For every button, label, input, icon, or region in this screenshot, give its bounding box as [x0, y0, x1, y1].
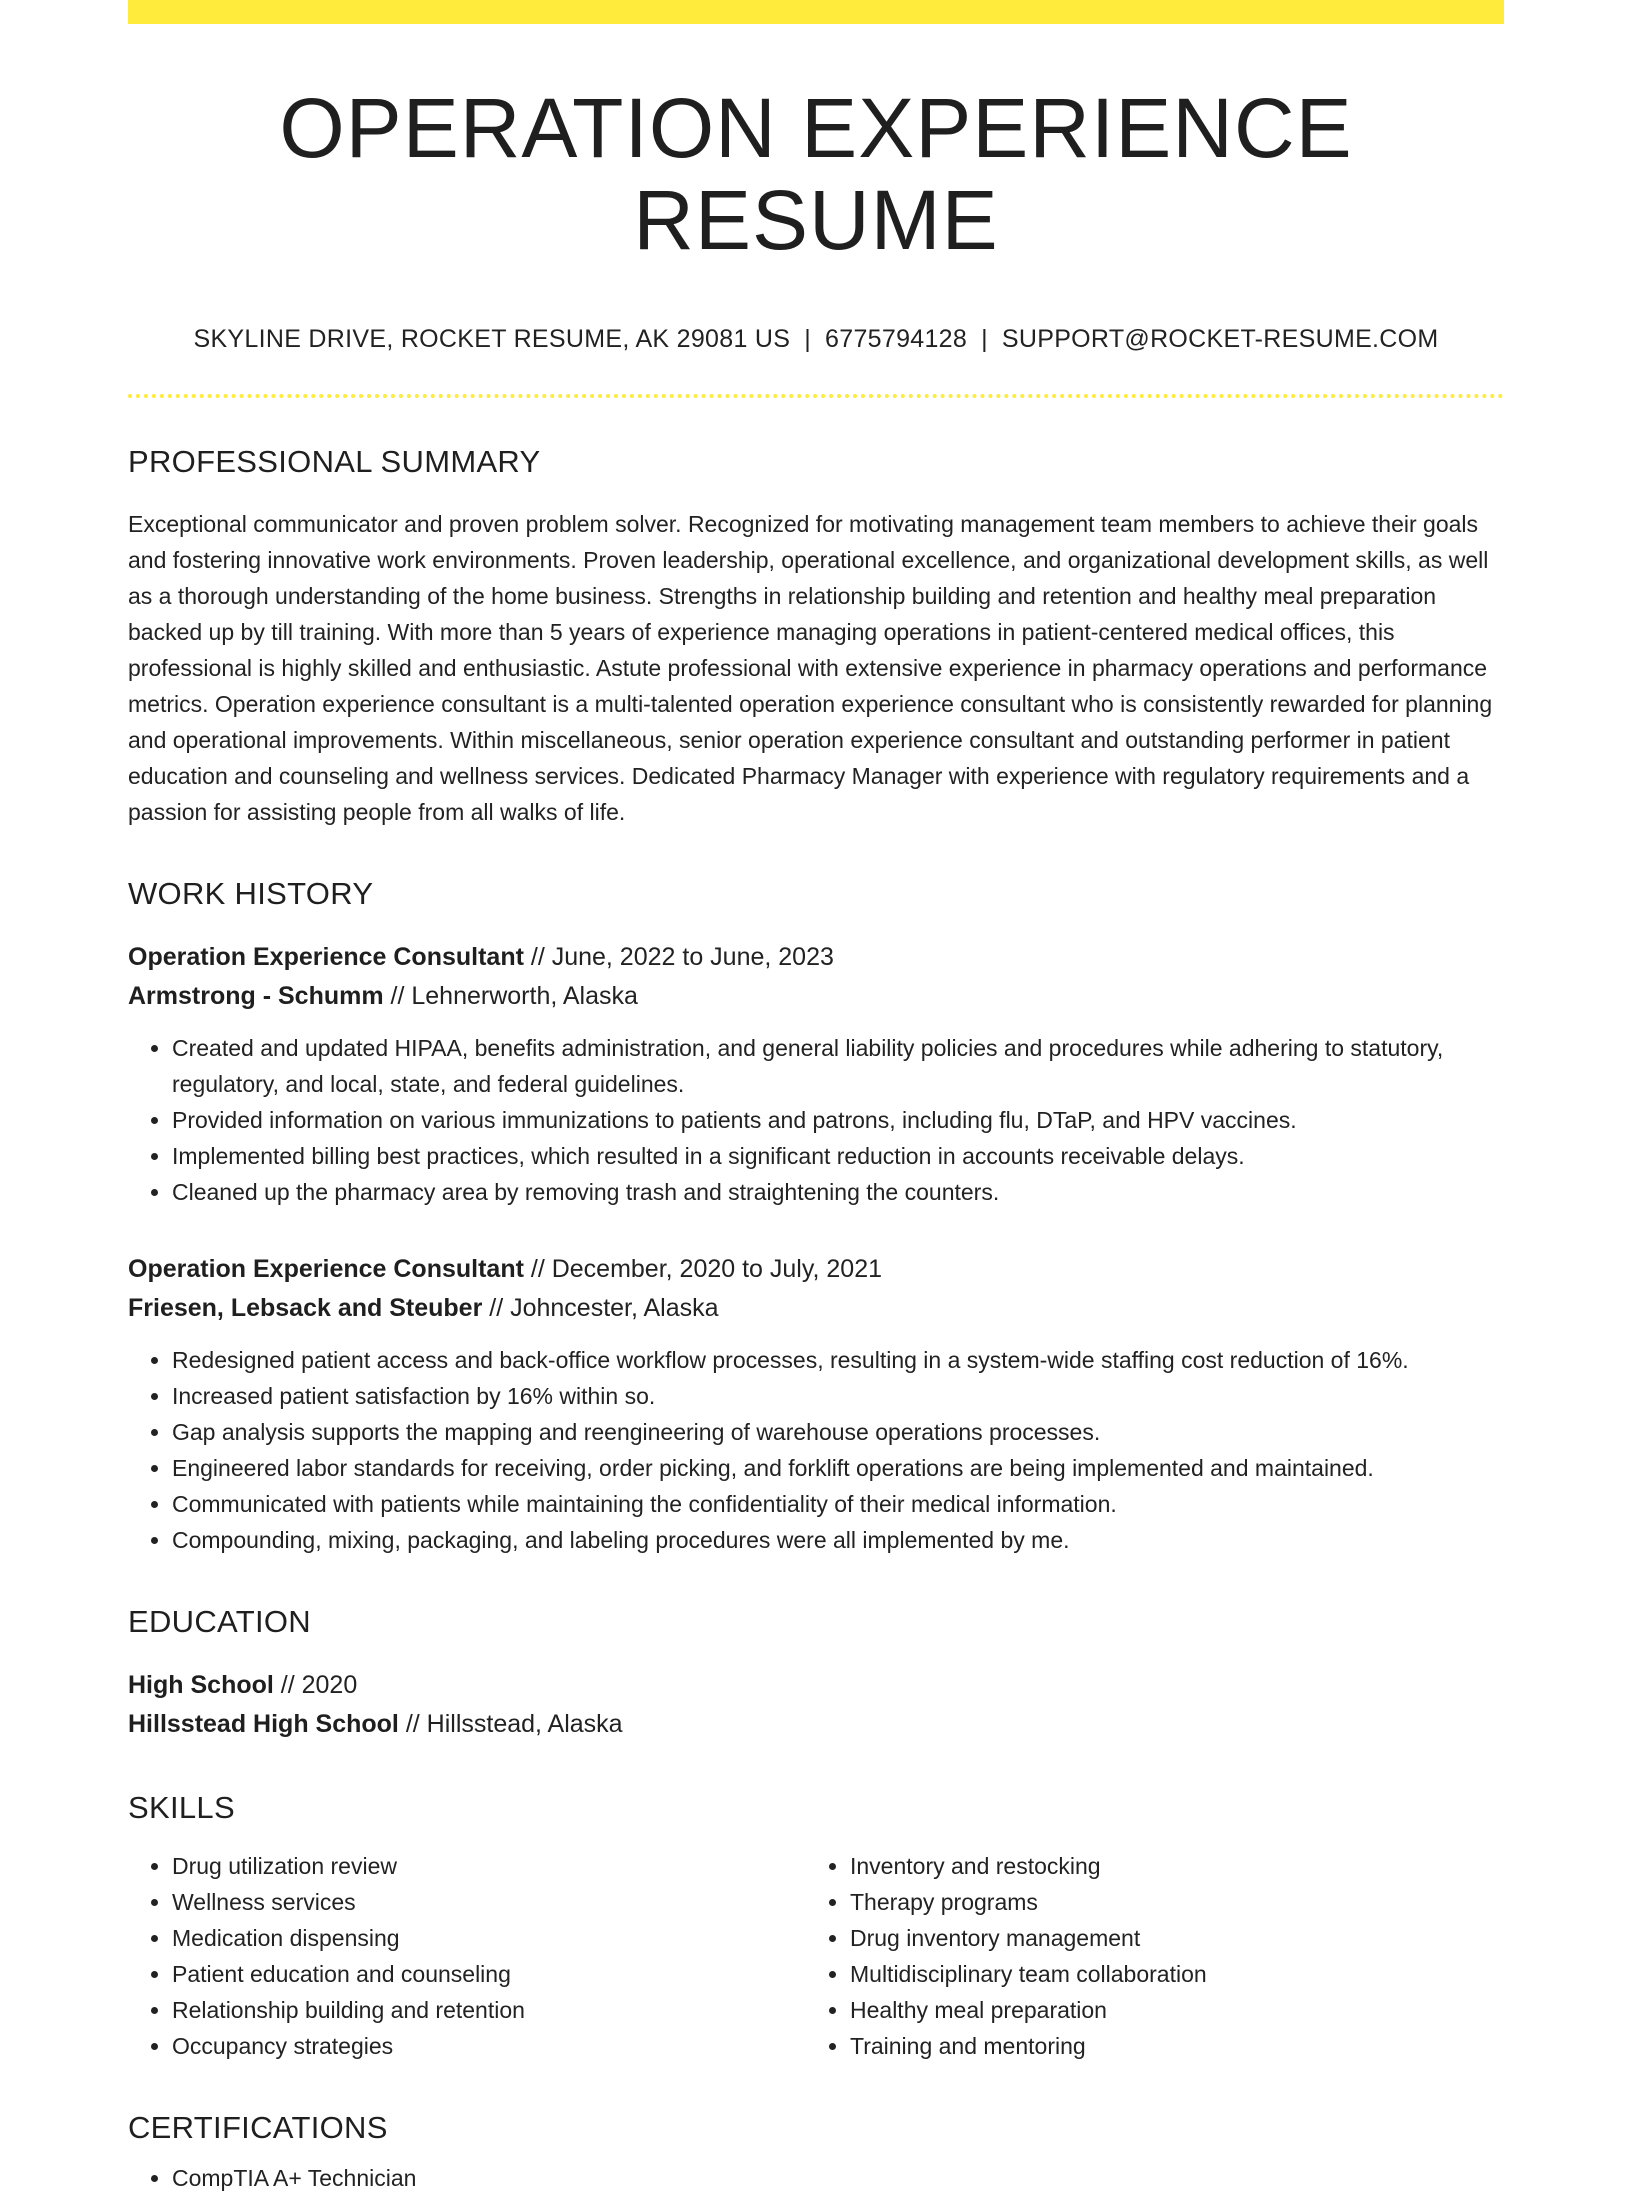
contact-email: SUPPORT@ROCKET-RESUME.COM — [1001, 324, 1439, 353]
list-item: • Inventory and restocking — [850, 1848, 1484, 1884]
list-item: • Occupancy strategies — [172, 2028, 806, 2064]
list-item: • Engineered labor standards for receiving, order picking, and forklift operations are being implemented and maintained. — [172, 1450, 1504, 1486]
job-company-line — [128, 1289, 1504, 1328]
list-item: • Medication dispensing — [172, 1920, 806, 1956]
list-item: • Compounding, mixing, packaging, and labeling procedures were all implemented by me. — [172, 1522, 1504, 1558]
job-dates: // December, 2020 to July, 2021 — [523, 1254, 883, 1283]
list-item: • Communicated with patients while maintaining the confidentiality of their medical information. — [172, 1486, 1504, 1522]
education-degree: High School — [128, 1670, 274, 1699]
section-title: EDUCATION — [128, 1603, 311, 1639]
resume-title: OPERATION EXPERIENCE RESUME — [279, 81, 1353, 268]
job-bullets — [128, 1030, 1504, 1210]
education-school-line — [128, 1705, 1504, 1744]
education-location: // Hillsstead, Alaska — [398, 1709, 623, 1738]
job-entry — [128, 1250, 1504, 1558]
list-item: • Relationship building and retention — [172, 1992, 806, 2028]
list-item: • Multidisciplinary team collaboration — [850, 1956, 1484, 1992]
job-location: // Lehnerworth, Alaska — [383, 981, 638, 1010]
education-entry — [128, 1666, 1504, 1744]
accent-bar — [128, 0, 1504, 24]
skills-section — [128, 1790, 1504, 2064]
list-item: • Provided information on various immunizations to patients and patrons, including flu, DTaP, and HPV vaccines. — [172, 1102, 1504, 1138]
job-company: Armstrong - Schumm — [128, 981, 384, 1010]
education-degree-line — [128, 1666, 1504, 1705]
job-role: Operation Experience Consultant — [128, 1254, 524, 1283]
job-role-line — [128, 1250, 1504, 1289]
contact-address: SKYLINE DRIVE, ROCKET RESUME, AK 29081 US — [193, 324, 791, 353]
contact-line — [128, 325, 1504, 354]
job-company: Friesen, Lebsack and Steuber — [128, 1293, 483, 1322]
list-item: • CompTIA A+ Technician — [172, 2160, 1504, 2196]
list-item: • Drug inventory management — [850, 1920, 1484, 1956]
skills-left-column — [128, 1848, 806, 2064]
summary-text: Exceptional communicator and proven problem solver. Recognized for motivating management team members to achieve their goals and fostering innovative work environments. Proven leadership, operational excellence, and organizational development skills, as well as a thorough understanding of the home business. Strengths in relationship building and retention and healthy meal preparation backed up by till training. With more than 5 years of experience managing operations in patient-centered medical offices, this professional is highly skilled and enthusiastic. Astute professional with extensive experience in pharmacy operations and performance metrics. Operation experience consultant is a multi-talented operation experience consultant who is consistently rewarded for planning and operational improvements. Within miscellaneous, senior operation experience consultant and outstanding performer in patient education and counseling and wellness services. Dedicated Pharmacy Manager with experience with regulatory requirements and a passion for assisting people from all walks of life. — [128, 510, 1493, 825]
list-item: • Cleaned up the pharmacy area by removing trash and straightening the counters. — [172, 1174, 1504, 1210]
resume-page — [128, 0, 1504, 2196]
job-entry — [128, 938, 1504, 1210]
section-title: WORK HISTORY — [128, 875, 374, 911]
list-item: • Drug utilization review — [172, 1848, 806, 1884]
list-item: • Patient education and counseling — [172, 1956, 806, 1992]
list-item: • Created and updated HIPAA, benefits administration, and general liability policies and procedures while adhering to statutory, regulatory, and local, state, and federal guidelines. — [172, 1030, 1504, 1102]
list-item: • Wellness services — [172, 1884, 806, 1920]
work-history-section — [128, 876, 1504, 1558]
section-title: PROFESSIONAL SUMMARY — [128, 443, 541, 479]
education-year: // 2020 — [273, 1670, 358, 1699]
job-role: Operation Experience Consultant — [128, 942, 524, 971]
job-location: // Johncester, Alaska — [482, 1293, 719, 1322]
summary-section — [128, 444, 1504, 830]
job-company-line — [128, 977, 1504, 1016]
certifications-section — [128, 2110, 1504, 2196]
list-item: • Implemented billing best practices, which resulted in a significant reduction in accounts receivable delays. — [172, 1138, 1504, 1174]
dotted-divider — [128, 394, 1504, 398]
list-item: • Gap analysis supports the mapping and reengineering of warehouse operations processes. — [172, 1414, 1504, 1450]
education-section — [128, 1604, 1504, 1744]
skills-right-column — [806, 1848, 1484, 2064]
job-bullets — [128, 1342, 1504, 1558]
contact-separator: | — [804, 324, 812, 353]
certifications-list — [128, 2160, 1504, 2196]
list-item: • Redesigned patient access and back-office workflow processes, resulting in a system-wide staffing cost reduction of 16%. — [172, 1342, 1504, 1378]
list-item: • Training and mentoring — [850, 2028, 1484, 2064]
section-title: CERTIFICATIONS — [128, 2109, 388, 2145]
education-school: Hillsstead High School — [128, 1709, 399, 1738]
section-title: SKILLS — [128, 1789, 235, 1825]
list-item: • Healthy meal preparation — [850, 1992, 1484, 2028]
job-dates: // June, 2022 to June, 2023 — [523, 942, 834, 971]
job-role-line — [128, 938, 1504, 977]
contact-separator: | — [981, 324, 988, 353]
list-item: • Therapy programs — [850, 1884, 1484, 1920]
list-item: • Increased patient satisfaction by 16% within so. — [172, 1378, 1504, 1414]
skills-columns — [128, 1848, 1504, 2064]
contact-phone: 6775794128 — [825, 324, 968, 353]
